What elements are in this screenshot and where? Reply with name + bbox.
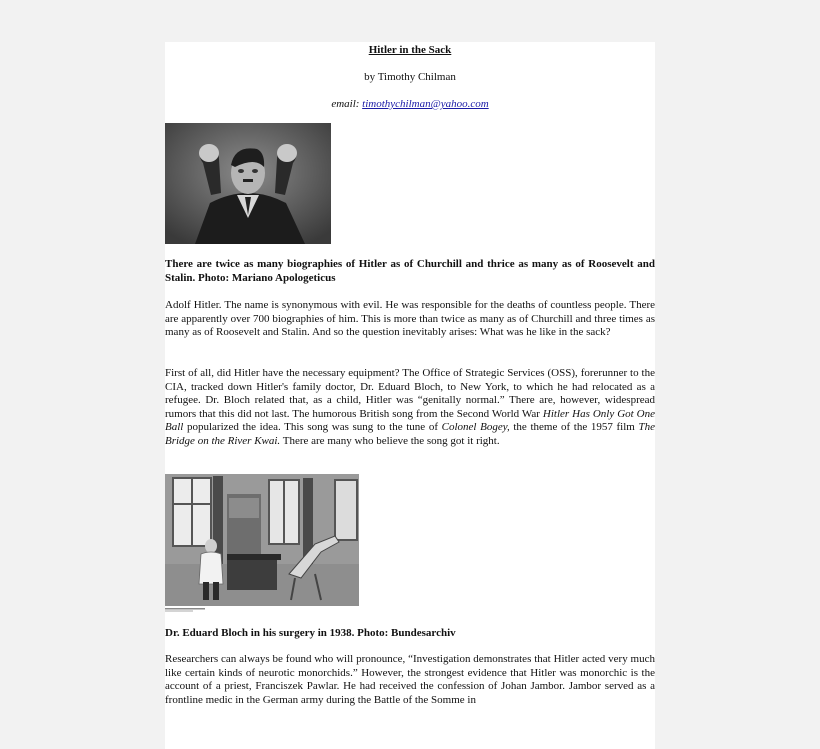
song-title: Hitler Has Only Got One Ball	[165, 407, 655, 433]
paragraph-3: Researchers can always be found who will pronounce, “Investigation demonstrates that Hitler acted very much like certain kinds of neurotic monorchids.” However, the strongest evidence that Hitler was monorchic is the account of a priest, Franciszek Pawlar. He had received the confession of Johan Jambor. Jambor served as a frontline medic in the German army during the Battle of the Somme in	[165, 653, 655, 706]
document-page	[165, 42, 655, 749]
photo1-caption: There are twice as many biographies of Hitler as of Churchill and thrice as many as of Roosevelt and Stalin. Photo: Mariano Apologeticus	[165, 258, 655, 284]
email-label: email:	[331, 98, 360, 110]
hitler-photo	[165, 123, 331, 244]
film-title: The Bridge on the River Kwai.	[165, 421, 655, 447]
author-email	[165, 98, 655, 110]
surgery-photo	[165, 474, 359, 606]
photo-credit-mark	[165, 606, 225, 612]
paragraph-2-text-d: There are many who believe the song got it right.	[280, 434, 500, 447]
paragraph-2-text-a: First of all, did Hitler have the necessary equipment? The Office of Strategic Services (OSS), forerunner to the CIA, tracked down Hitler's family doctor, Dr. Eduard Bloch, to New York, to which he had relocated as a refugee. Dr. Bloch related that, as a child, Hitler was “genitally normal.” There are, however, widespread rumors that this did not last. The humorous British song from the Second World War	[165, 367, 655, 420]
paragraph-2	[165, 367, 655, 448]
photo2-caption: Dr. Eduard Bloch in his surgery in 1938. Photo: Bundesarchiv	[165, 627, 456, 639]
email-link[interactable]: timothychilman@yahoo.com	[362, 98, 489, 110]
paragraph-2-text-c: the theme of the 1957 film	[509, 421, 639, 433]
tune-title: Colonel Bogey,	[441, 421, 510, 433]
author-byline: by Timothy Chilman	[364, 71, 456, 83]
paragraph-2-text-b: popularized the idea. This song was sung to the tune of	[183, 421, 442, 433]
document-title: Hitler in the Sack	[368, 44, 452, 56]
paragraph-1: Adolf Hitler. The name is synonymous with evil. He was responsible for the deaths of countless people. There are apparently over 700 biographies of him. This is more than twice as many as of Churchill and three times as many as of Roosevelt and Stalin. And so the question inevitably arises: What was he like in the sack?	[165, 299, 655, 338]
